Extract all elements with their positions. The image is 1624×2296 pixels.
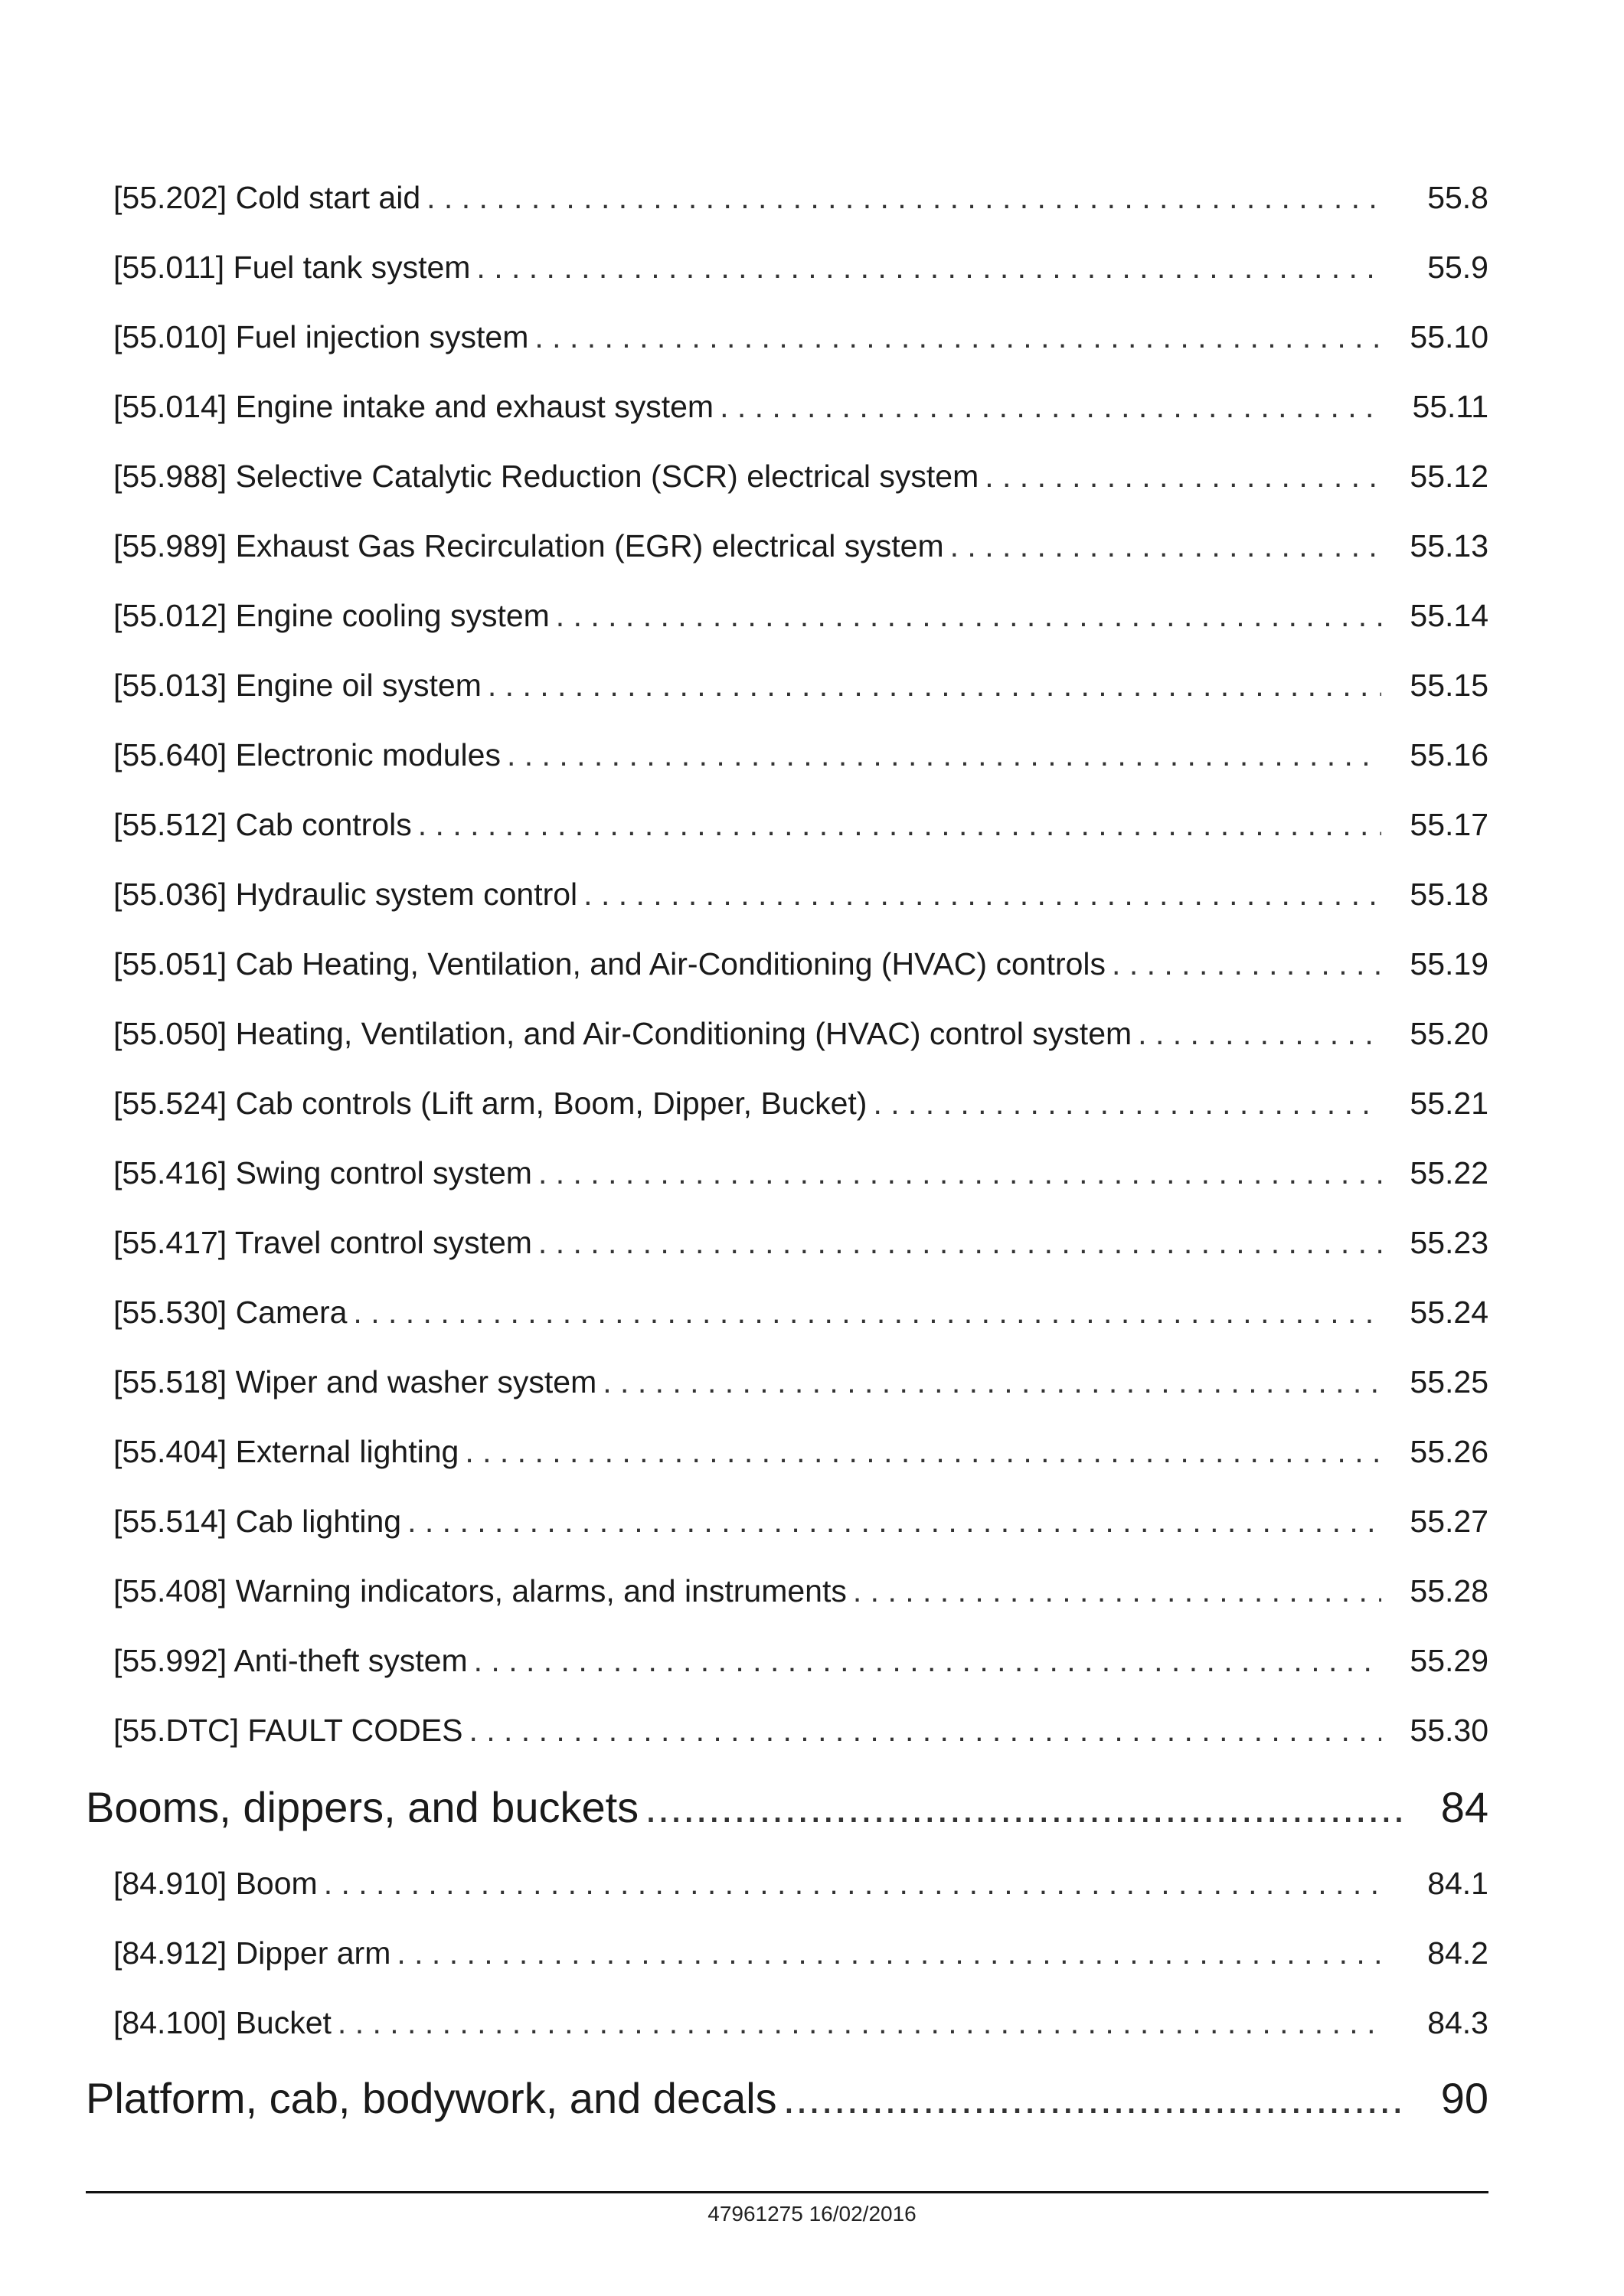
toc-entry-label: [55.989] Exhaust Gas Recirculation (EGR) electrical system bbox=[113, 528, 944, 563]
toc-entry[interactable] bbox=[113, 1016, 1488, 1052]
toc-entry[interactable] bbox=[113, 1573, 1488, 1609]
toc-entry[interactable] bbox=[113, 598, 1488, 634]
toc-entry-page: 55.17 bbox=[1410, 807, 1488, 842]
toc-entry-label: [55.051] Cab Heating, Ventilation, and Air-Conditioning (HVAC) controls bbox=[113, 946, 1106, 981]
toc-entry-page: 55.28 bbox=[1410, 1573, 1488, 1609]
toc-entry-page: 55.14 bbox=[1410, 598, 1488, 633]
toc-entry-page: 84.1 bbox=[1427, 1866, 1488, 1901]
toc-section-page: 84 bbox=[1440, 1783, 1488, 1831]
toc-entry[interactable] bbox=[113, 2005, 1488, 2041]
toc-entry-label: [55.010] Fuel injection system bbox=[113, 319, 529, 354]
dot-leader bbox=[353, 1295, 1381, 1331]
toc-entry-label: [55.518] Wiper and washer system bbox=[113, 1364, 597, 1399]
dot-leader bbox=[474, 1643, 1381, 1679]
toc-entry[interactable] bbox=[113, 1086, 1488, 1122]
toc-entry[interactable] bbox=[113, 1295, 1488, 1331]
toc-entry-page: 55.30 bbox=[1410, 1713, 1488, 1748]
toc-section[interactable] bbox=[86, 1782, 1488, 1832]
dot-leader bbox=[397, 1935, 1381, 1971]
dot-leader bbox=[465, 1434, 1381, 1470]
dot-leader bbox=[538, 1225, 1381, 1261]
toc-entry-label: [55.530] Camera bbox=[113, 1295, 348, 1330]
toc-entry[interactable] bbox=[113, 319, 1488, 355]
dot-leader bbox=[488, 668, 1381, 704]
toc-entry-label: [55.014] Engine intake and exhaust system bbox=[113, 389, 714, 424]
toc-entry[interactable] bbox=[113, 1155, 1488, 1191]
dot-leader bbox=[556, 598, 1381, 634]
toc-entry-page: 84.3 bbox=[1427, 2005, 1488, 2040]
toc-entry-label: [55.050] Heating, Ventilation, and Air-Conditioning (HVAC) control system bbox=[113, 1016, 1132, 1051]
toc-entry-page: 55.23 bbox=[1410, 1225, 1488, 1260]
toc-entry-label: [55.012] Engine cooling system bbox=[113, 598, 550, 633]
toc-entry[interactable] bbox=[113, 1866, 1488, 1902]
dot-leader bbox=[583, 877, 1381, 913]
toc-entry[interactable] bbox=[113, 528, 1488, 564]
toc-entry-label: [55.524] Cab controls (Lift arm, Boom, Dipper, Bucket) bbox=[113, 1086, 868, 1121]
toc-entry-page: 55.15 bbox=[1410, 668, 1488, 703]
dot-leader bbox=[720, 389, 1381, 425]
toc-entry-label: [55.408] Warning indicators, alarms, and instruments bbox=[113, 1573, 847, 1609]
toc-entry-label: [55.DTC] FAULT CODES bbox=[113, 1713, 463, 1748]
footer-doc-info: 47961275 16/02/2016 bbox=[707, 2202, 917, 2226]
dot-leader bbox=[603, 1364, 1381, 1400]
dot-leader bbox=[873, 1086, 1381, 1122]
toc-entry[interactable] bbox=[113, 1643, 1488, 1679]
toc-entry-page: 55.10 bbox=[1410, 319, 1488, 354]
dot-leader bbox=[534, 319, 1381, 355]
toc-entry-label: [55.514] Cab lighting bbox=[113, 1504, 402, 1539]
toc-section-label: Platform, cab, bodywork, and decals bbox=[86, 2074, 777, 2122]
toc-entry-label: [84.910] Boom bbox=[113, 1866, 318, 1901]
toc-entry[interactable] bbox=[113, 946, 1488, 982]
toc-entry-label: [55.512] Cab controls bbox=[113, 807, 412, 842]
toc-entry[interactable] bbox=[113, 1713, 1488, 1749]
dot-leader bbox=[985, 459, 1381, 495]
toc-entry[interactable] bbox=[113, 459, 1488, 495]
toc-entry-label: [55.988] Selective Catalytic Reduction (SCR) electrical system bbox=[113, 459, 979, 494]
toc-entry-page: 55.26 bbox=[1410, 1434, 1488, 1469]
toc-entry-label: [84.912] Dipper arm bbox=[113, 1935, 391, 1971]
toc-entry-page: 55.24 bbox=[1410, 1295, 1488, 1330]
toc-entry[interactable] bbox=[113, 250, 1488, 286]
toc-entry-label: [55.011] Fuel tank system bbox=[113, 250, 471, 285]
toc-entry-label: [55.013] Engine oil system bbox=[113, 668, 482, 703]
toc-entry[interactable] bbox=[113, 1504, 1488, 1540]
toc-entry-label: [84.100] Bucket bbox=[113, 2005, 332, 2040]
toc-entry-page: 55.20 bbox=[1410, 1016, 1488, 1051]
toc-entry-label: [55.036] Hydraulic system control bbox=[113, 877, 578, 912]
toc-entry-label: [55.416] Swing control system bbox=[113, 1155, 532, 1190]
toc-entry[interactable] bbox=[113, 180, 1488, 216]
toc-entry-page: 55.12 bbox=[1410, 459, 1488, 494]
dot-leader bbox=[407, 1504, 1381, 1540]
dot-leader bbox=[418, 807, 1381, 843]
dot-leader bbox=[538, 1155, 1381, 1191]
toc-entry[interactable] bbox=[113, 1364, 1488, 1400]
toc-entry-page: 55.11 bbox=[1412, 389, 1488, 424]
dot-leader bbox=[645, 1782, 1404, 1832]
toc-entry-label: [55.992] Anti-theft system bbox=[113, 1643, 468, 1678]
dot-leader bbox=[476, 250, 1381, 286]
toc-entry-label: [55.404] External lighting bbox=[113, 1434, 459, 1469]
toc-entry[interactable] bbox=[113, 668, 1488, 704]
dot-leader bbox=[338, 2005, 1381, 2041]
dot-leader bbox=[469, 1713, 1381, 1749]
dot-leader bbox=[783, 2073, 1404, 2123]
toc-entry-label: [55.640] Electronic modules bbox=[113, 737, 501, 772]
toc-entry-label: [55.202] Cold start aid bbox=[113, 180, 421, 215]
toc-entry-page: 55.22 bbox=[1410, 1155, 1488, 1190]
dot-leader bbox=[1138, 1016, 1381, 1052]
dot-leader bbox=[1112, 946, 1381, 982]
toc-entry-page: 55.19 bbox=[1410, 946, 1488, 981]
toc-entry-page: 84.2 bbox=[1427, 1935, 1488, 1971]
toc-entry[interactable] bbox=[113, 1225, 1488, 1261]
toc-section-page: 90 bbox=[1440, 2074, 1488, 2122]
toc-entry[interactable] bbox=[113, 1434, 1488, 1470]
footer-divider bbox=[86, 2191, 1488, 2193]
toc-section-label: Booms, dippers, and buckets bbox=[86, 1783, 639, 1831]
toc-entry-page: 55.13 bbox=[1410, 528, 1488, 563]
toc-entry-page: 55.16 bbox=[1410, 737, 1488, 772]
toc-section[interactable] bbox=[86, 2073, 1488, 2123]
toc-entry-page: 55.18 bbox=[1410, 877, 1488, 912]
toc-entry-page: 55.8 bbox=[1427, 180, 1488, 215]
dot-leader bbox=[853, 1573, 1381, 1609]
dot-leader bbox=[950, 528, 1381, 564]
toc-entry-page: 55.21 bbox=[1410, 1086, 1488, 1121]
toc-entry-label: [55.417] Travel control system bbox=[113, 1225, 532, 1260]
toc-entry[interactable] bbox=[113, 1935, 1488, 1971]
toc-entry-page: 55.9 bbox=[1427, 250, 1488, 285]
toc-entry[interactable] bbox=[113, 877, 1488, 913]
toc-entry-page: 55.25 bbox=[1410, 1364, 1488, 1399]
dot-leader bbox=[324, 1866, 1381, 1902]
dot-leader bbox=[507, 737, 1381, 773]
toc-entry[interactable] bbox=[113, 389, 1488, 425]
toc-entry[interactable] bbox=[113, 737, 1488, 773]
toc-entry-page: 55.27 bbox=[1410, 1504, 1488, 1539]
dot-leader bbox=[426, 180, 1381, 216]
toc-entry[interactable] bbox=[113, 807, 1488, 843]
toc-entry-page: 55.29 bbox=[1410, 1643, 1488, 1678]
